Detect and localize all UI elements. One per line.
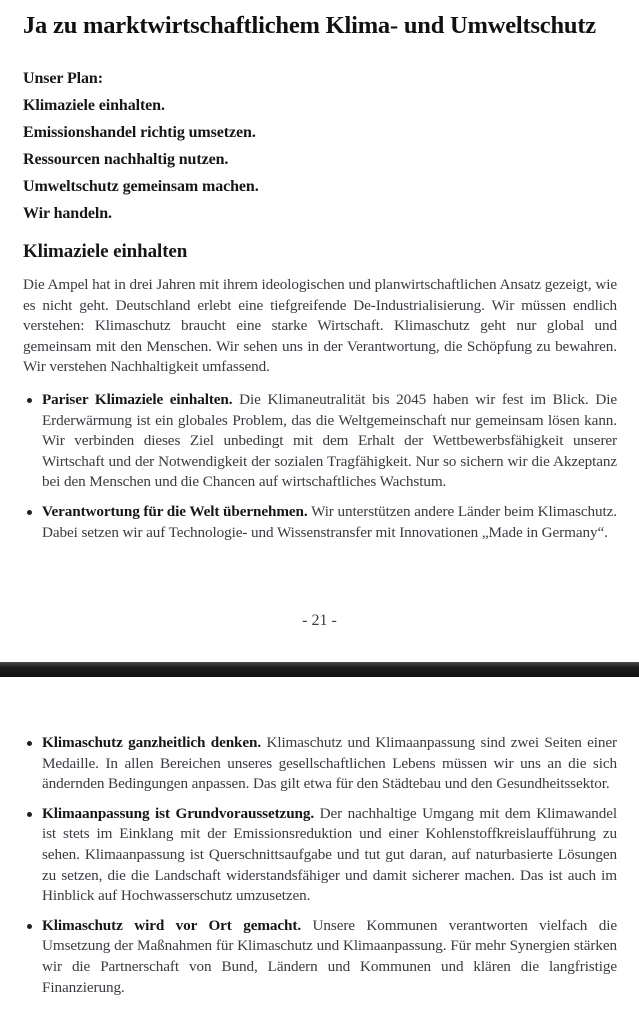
bullet-lead: Pariser Klimaziele einhalten. bbox=[42, 390, 233, 408]
bullet-icon bbox=[27, 510, 32, 515]
list-item bbox=[23, 916, 617, 998]
page-number: - 21 - bbox=[302, 612, 337, 629]
bullet-text: Die Klimaneutralität bis 2045 haben wir fest im Blick. Die Erderwärmung ist ein globales Problem, das die Weltgemeinschaft nur gemeinsam lösen kann. Wir verbinden dieses Ziel unbedingt mit dem Erhalt der Wettbewerbsfähigkeit unserer Wirtschaft und der Notwendigkeit der sozialen Tragfähigkeit. Nur so sichern wir die Akzeptanz bei den Menschen und die Chancen auf wirtschaftliches Wachstum. bbox=[42, 390, 618, 491]
bullet-lead: Verantwortung für die Welt übernehmen. bbox=[42, 502, 308, 520]
section-heading: Klimaziele einhalten bbox=[23, 241, 188, 262]
list-item bbox=[23, 390, 617, 493]
bullet-text: Wir unterstützen andere Länder beim Klimaschutz. Dabei setzen wir auf Technologie- und Wissenstransfer mit Innovationen „Made in Germany“. bbox=[42, 502, 617, 541]
document-title: Ja zu marktwirtschaftlichem Klima- und Umweltschutz bbox=[23, 12, 596, 39]
bullet-list bbox=[23, 733, 617, 998]
bullet-icon bbox=[27, 812, 32, 817]
bullet-lead: Klimaschutz wird vor Ort gemacht. bbox=[42, 916, 302, 934]
bullet-lead: Klimaanpassung ist Grundvoraussetzung. bbox=[42, 804, 315, 822]
plan-block bbox=[23, 65, 617, 227]
bullet-text: Unsere Kommunen verantworten vielfach die Umsetzung der Maßnahmen für Klimaschutz und Klimaanpassung. Für mehr Synergien stärken wir die Partnerschaft von Bund, Ländern und Kommunen und klären die langfristige Finanzierung. bbox=[42, 916, 617, 996]
intro-paragraph: Die Ampel hat in drei Jahren mit ihrem ideologischen und planwirtschaftlichen Ansatz gezeigt, wie es nicht geht. Deutschland erlebt eine tiefgreifende De-Industrialisierung. Wir müssen endlich verstehen: Klimaschutz braucht eine starke Wirtschaft. Klimaschutz geht nur global und gemeinsam mit den Menschen. Wir sehen uns in der Verantwortung, die Schöpfung zu bewahren. Wir verstehen Nachhaltigkeit umfassend. bbox=[23, 276, 617, 376]
bullet-icon bbox=[27, 741, 32, 746]
plan-item: Klimaziele einhalten. bbox=[23, 97, 165, 114]
plan-heading: Unser Plan: bbox=[23, 70, 103, 87]
plan-item: Umweltschutz gemeinsam machen. bbox=[23, 178, 259, 195]
list-item bbox=[23, 502, 617, 543]
list-item bbox=[23, 733, 617, 795]
bullet-icon bbox=[27, 398, 32, 403]
page-divider bbox=[0, 662, 639, 677]
bullet-text: Der nachhaltige Umgang mit dem Klimawandel ist stets im Einklang mit der Emissionsreduktion und einer Kohlenstoffkreislaufführung zu sehen. Klimaanpassung ist Querschnittsaufgabe und tut gut daran, auf naturbasierte Lösungen zu setzen, die die Landschaft widerstandsfähiger und damit sicherer machen. Das ist auch im Hinblick auf Hochwasserschutz umzusetzen. bbox=[42, 804, 618, 905]
bullet-list bbox=[23, 390, 617, 543]
plan-item: Wir handeln. bbox=[23, 205, 112, 222]
page-22 bbox=[0, 677, 639, 1020]
bullet-lead: Klimaschutz ganzheitlich denken. bbox=[42, 734, 262, 751]
bullet-text: Klimaschutz und Klimaanpassung sind zwei Seiten einer Medaille. In allen Bereichen unseres gesellschaftlichen Lebens müssen wir uns an die sich ändernden Bedingungen anpassen. Das gilt etwa für den Städtebau und den Gesundheitssektor. bbox=[42, 734, 617, 793]
plan-item: Emissionshandel richtig umsetzen. bbox=[23, 124, 256, 141]
plan-item: Ressourcen nachhaltig nutzen. bbox=[23, 151, 229, 168]
bullet-icon bbox=[27, 924, 32, 929]
list-item bbox=[23, 804, 617, 907]
